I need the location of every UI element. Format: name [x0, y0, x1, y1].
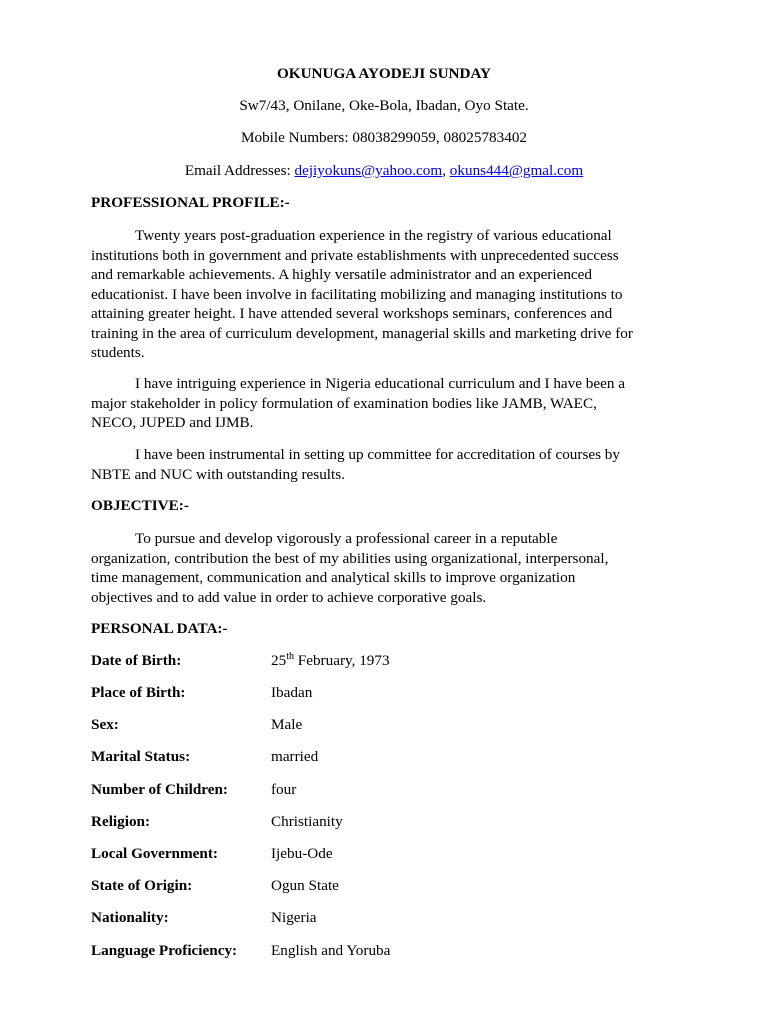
personal-data-row: [91, 716, 691, 736]
email-link-yahoo[interactable]: dejiyokuns@yahoo.com: [294, 162, 443, 179]
field-label: Place of Birth:: [91, 684, 186, 701]
text-line: students.: [91, 344, 145, 361]
email-label: Email Addresses:: [184, 162, 295, 179]
field-value: Christianity: [271, 813, 343, 830]
field-value: English and Yoruba: [271, 942, 391, 959]
field-value: Ogun State: [271, 877, 339, 894]
profile-paragraph-1: [91, 226, 681, 363]
mobile-numbers: Mobile Numbers: 08038299059, 08025783402: [240, 129, 528, 146]
personal-data-row: [91, 748, 691, 768]
field-value: Ibadan: [271, 684, 313, 701]
personal-data-row-dob: [91, 652, 691, 672]
field-label: Local Government:: [91, 845, 218, 862]
email-link-gmal[interactable]: okuns444@gmal.com: [449, 162, 584, 179]
text-line: institutions both in government and private establishments with unprecedented success: [91, 246, 619, 264]
text-line: I have intriguing experience in Nigeria educational curriculum and I have been a: [135, 375, 626, 392]
field-label: Nationality:: [91, 909, 169, 926]
text-line: NBTE and NUC with outstanding results.: [91, 465, 345, 483]
text-line: organization, contribution the best of my abilities using organizational, interpersonal,: [91, 549, 609, 567]
text-line: educationist. I have been involve in facilitating mobilizing and managing institutions to: [91, 285, 623, 303]
text-line: attaining greater height. I have attended several workshops seminars, conferences and: [91, 305, 613, 322]
personal-data-row: [91, 845, 691, 865]
field-label: Marital Status:: [91, 748, 191, 765]
text-line: major stakeholder in policy formulation of examination bodies like JAMB, WAEC,: [91, 394, 597, 412]
personal-data-row: [91, 942, 691, 962]
professional-profile-heading: PROFESSIONAL PROFILE:-: [91, 194, 290, 211]
personal-data-heading: PERSONAL DATA:-: [91, 620, 228, 637]
text-line: objectives and to add value in order to achieve corporative goals.: [91, 588, 487, 606]
text-line: and remarkable achievements. A highly versatile administrator and an experienced: [91, 266, 592, 283]
objective-paragraph: [91, 529, 681, 607]
personal-data-row: [91, 684, 691, 704]
field-label: Sex:: [91, 716, 119, 733]
candidate-name: OKUNUGA AYODEJI SUNDAY: [276, 65, 492, 82]
field-value: 25th February, 1973: [271, 650, 390, 669]
text-line: training in the area of curriculum development, managerial skills and marketing drive for: [91, 324, 633, 342]
email-separator: ,: [442, 162, 450, 179]
field-value: married: [271, 748, 319, 765]
text-line: To pursue and develop vigorously a professional career in a reputable: [135, 530, 558, 547]
field-label: Date of Birth:: [91, 652, 182, 669]
personal-data-row: [91, 781, 691, 801]
personal-data-row: [91, 877, 691, 897]
field-label: Religion:: [91, 813, 151, 830]
personal-data-row: [91, 909, 691, 929]
field-value: Nigeria: [271, 909, 317, 926]
profile-paragraph-3: [91, 445, 681, 484]
profile-paragraph-2: [91, 374, 681, 433]
field-value: four: [271, 781, 297, 798]
field-value: Ijebu-Ode: [271, 845, 333, 862]
email-addresses: [0, 162, 768, 180]
text-line: I have been instrumental in setting up committee for accreditation of courses by: [135, 446, 620, 463]
text-line: Twenty years post-graduation experience in the registry of various educational: [135, 227, 612, 244]
personal-data-row: [91, 813, 691, 833]
text-line: NECO, JUPED and IJMB.: [91, 414, 254, 431]
field-label: Number of Children:: [91, 781, 228, 798]
field-label: Language Proficiency:: [91, 942, 238, 959]
field-value: Male: [271, 716, 303, 733]
text-line: time management, communication and analytical skills to improve organization: [91, 569, 576, 586]
field-label: State of Origin:: [91, 877, 193, 894]
objective-heading: OBJECTIVE:-: [91, 497, 189, 514]
address: Sw7/43, Onilane, Oke-Bola, Ibadan, Oyo State.: [239, 97, 529, 114]
